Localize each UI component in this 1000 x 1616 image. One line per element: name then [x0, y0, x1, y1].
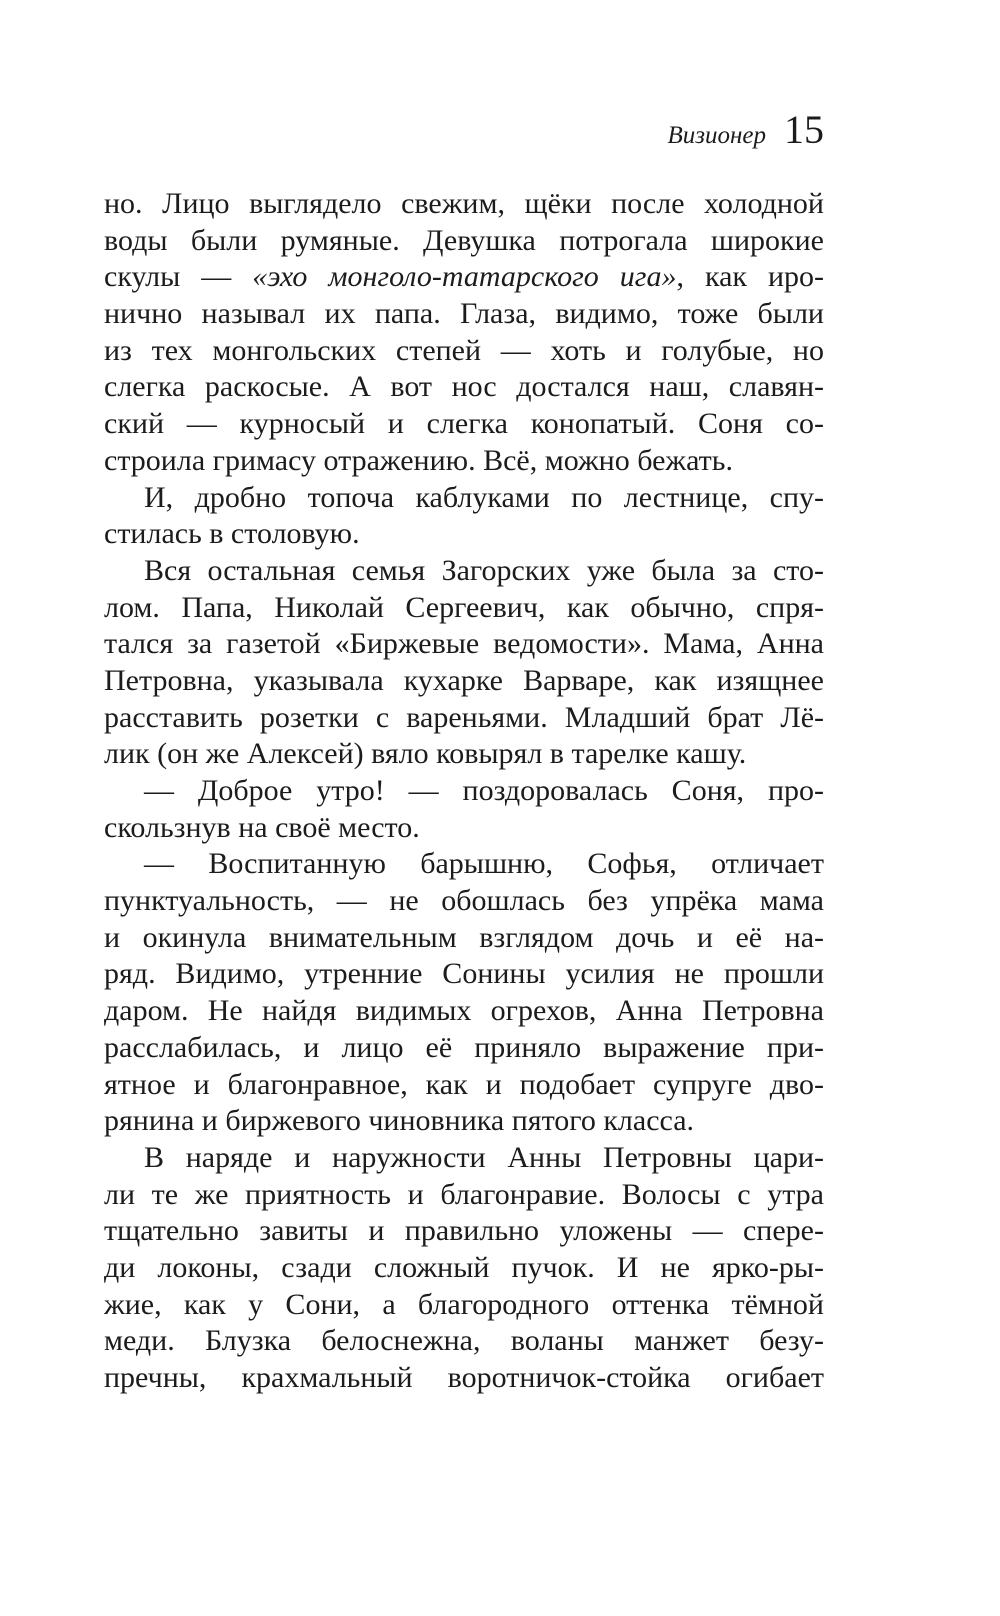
text-line: стилась в столовую.	[104, 517, 360, 551]
paragraph	[104, 773, 824, 846]
text-line: слегка раскосые. А вот нос достался наш, славян-	[104, 370, 824, 404]
paragraph	[104, 1140, 824, 1397]
text-line: рянина и биржевого чиновника пятого класса.	[104, 1104, 695, 1138]
text-line: тался за газетой «Биржевые ведомости». Мама, Анна	[104, 627, 824, 661]
text-line: скользнув на своё место.	[104, 810, 420, 844]
paragraph	[104, 553, 824, 773]
text-line: — Доброе утро! — поздоровалась Соня, про-	[144, 774, 824, 807]
text-line: — Воспитанную барышню, Софья, отличает	[144, 847, 824, 881]
body-text	[104, 186, 824, 1397]
text-line: расслабилась, и лицо её приняло выражение при-	[104, 1030, 824, 1064]
text-line: ятное и благонравное, как и подобает супруге дво-	[104, 1067, 824, 1101]
page-number: 15	[784, 107, 824, 152]
text-line: ский — курносый и слегка конопатый. Соня со-	[104, 407, 824, 441]
text-line: меди. Блузка белоснежна, воланы манжет безу-	[104, 1324, 824, 1358]
text-line: но. Лицо выглядело свежим, щёки после холодной	[104, 187, 824, 220]
text-line: нично называл их папа. Глаза, видимо, тоже были	[104, 297, 824, 331]
text-line: жие, как у Сони, а благородного оттенка тёмной	[104, 1287, 824, 1321]
text-line: лом. Папа, Николай Сергеевич, как обычно, спря-	[104, 590, 824, 624]
text-line: пунктуальность, — не обошлась без упрёка мама	[104, 884, 824, 918]
paragraph	[104, 480, 824, 553]
running-title: Визионер	[667, 122, 766, 149]
text-line: Вся остальная семья Загорских уже была за сто-	[144, 553, 824, 587]
text-line: тщательно завиты и правильно уложены — спере-	[104, 1214, 824, 1248]
text-line: строила гримасу отражению. Всё, можно бежать.	[104, 443, 733, 477]
italic-quote: «эхо монголо-татарского ига»	[252, 260, 677, 294]
text-line: пречны, крахмальный воротничок-стойка огибает	[104, 1361, 824, 1394]
text-line: даром. Не найдя видимых огрехов, Анна Петровна	[104, 994, 824, 1028]
text-line: И, дробно топоча каблуками по лестнице, спу-	[144, 480, 824, 514]
text-line: В наряде и наружности Анны Петровны цари-	[144, 1140, 824, 1174]
text-line: воды были румяные. Девушка потрогала широкие	[104, 223, 824, 257]
text-line: ли те же приятность и благонравие. Волосы с утра	[104, 1177, 824, 1211]
text-line: ряд. Видимо, утренние Сонины усилия не прошли	[104, 957, 824, 991]
text-line: лик (он же Алексей) вяло ковырял в тарелке кашу.	[104, 737, 747, 771]
text-line: из тех монгольских степей — хоть и голубые, но	[104, 333, 824, 367]
paragraph	[104, 846, 824, 1140]
text-line: ди локоны, сзади сложный пучок. И не ярко-ры-	[104, 1250, 824, 1284]
text-line: Петровна, указывала кухарке Варваре, как изящнее	[104, 663, 824, 697]
text-line: и окинула внимательным взглядом дочь и её на-	[104, 920, 824, 954]
running-head	[667, 107, 824, 152]
paragraph	[104, 186, 824, 480]
text-line: скулы — «эхо монголо-татарского ига», как иро-	[104, 260, 824, 294]
text-line: расставить розетки с вареньями. Младший брат Лё-	[104, 700, 824, 734]
